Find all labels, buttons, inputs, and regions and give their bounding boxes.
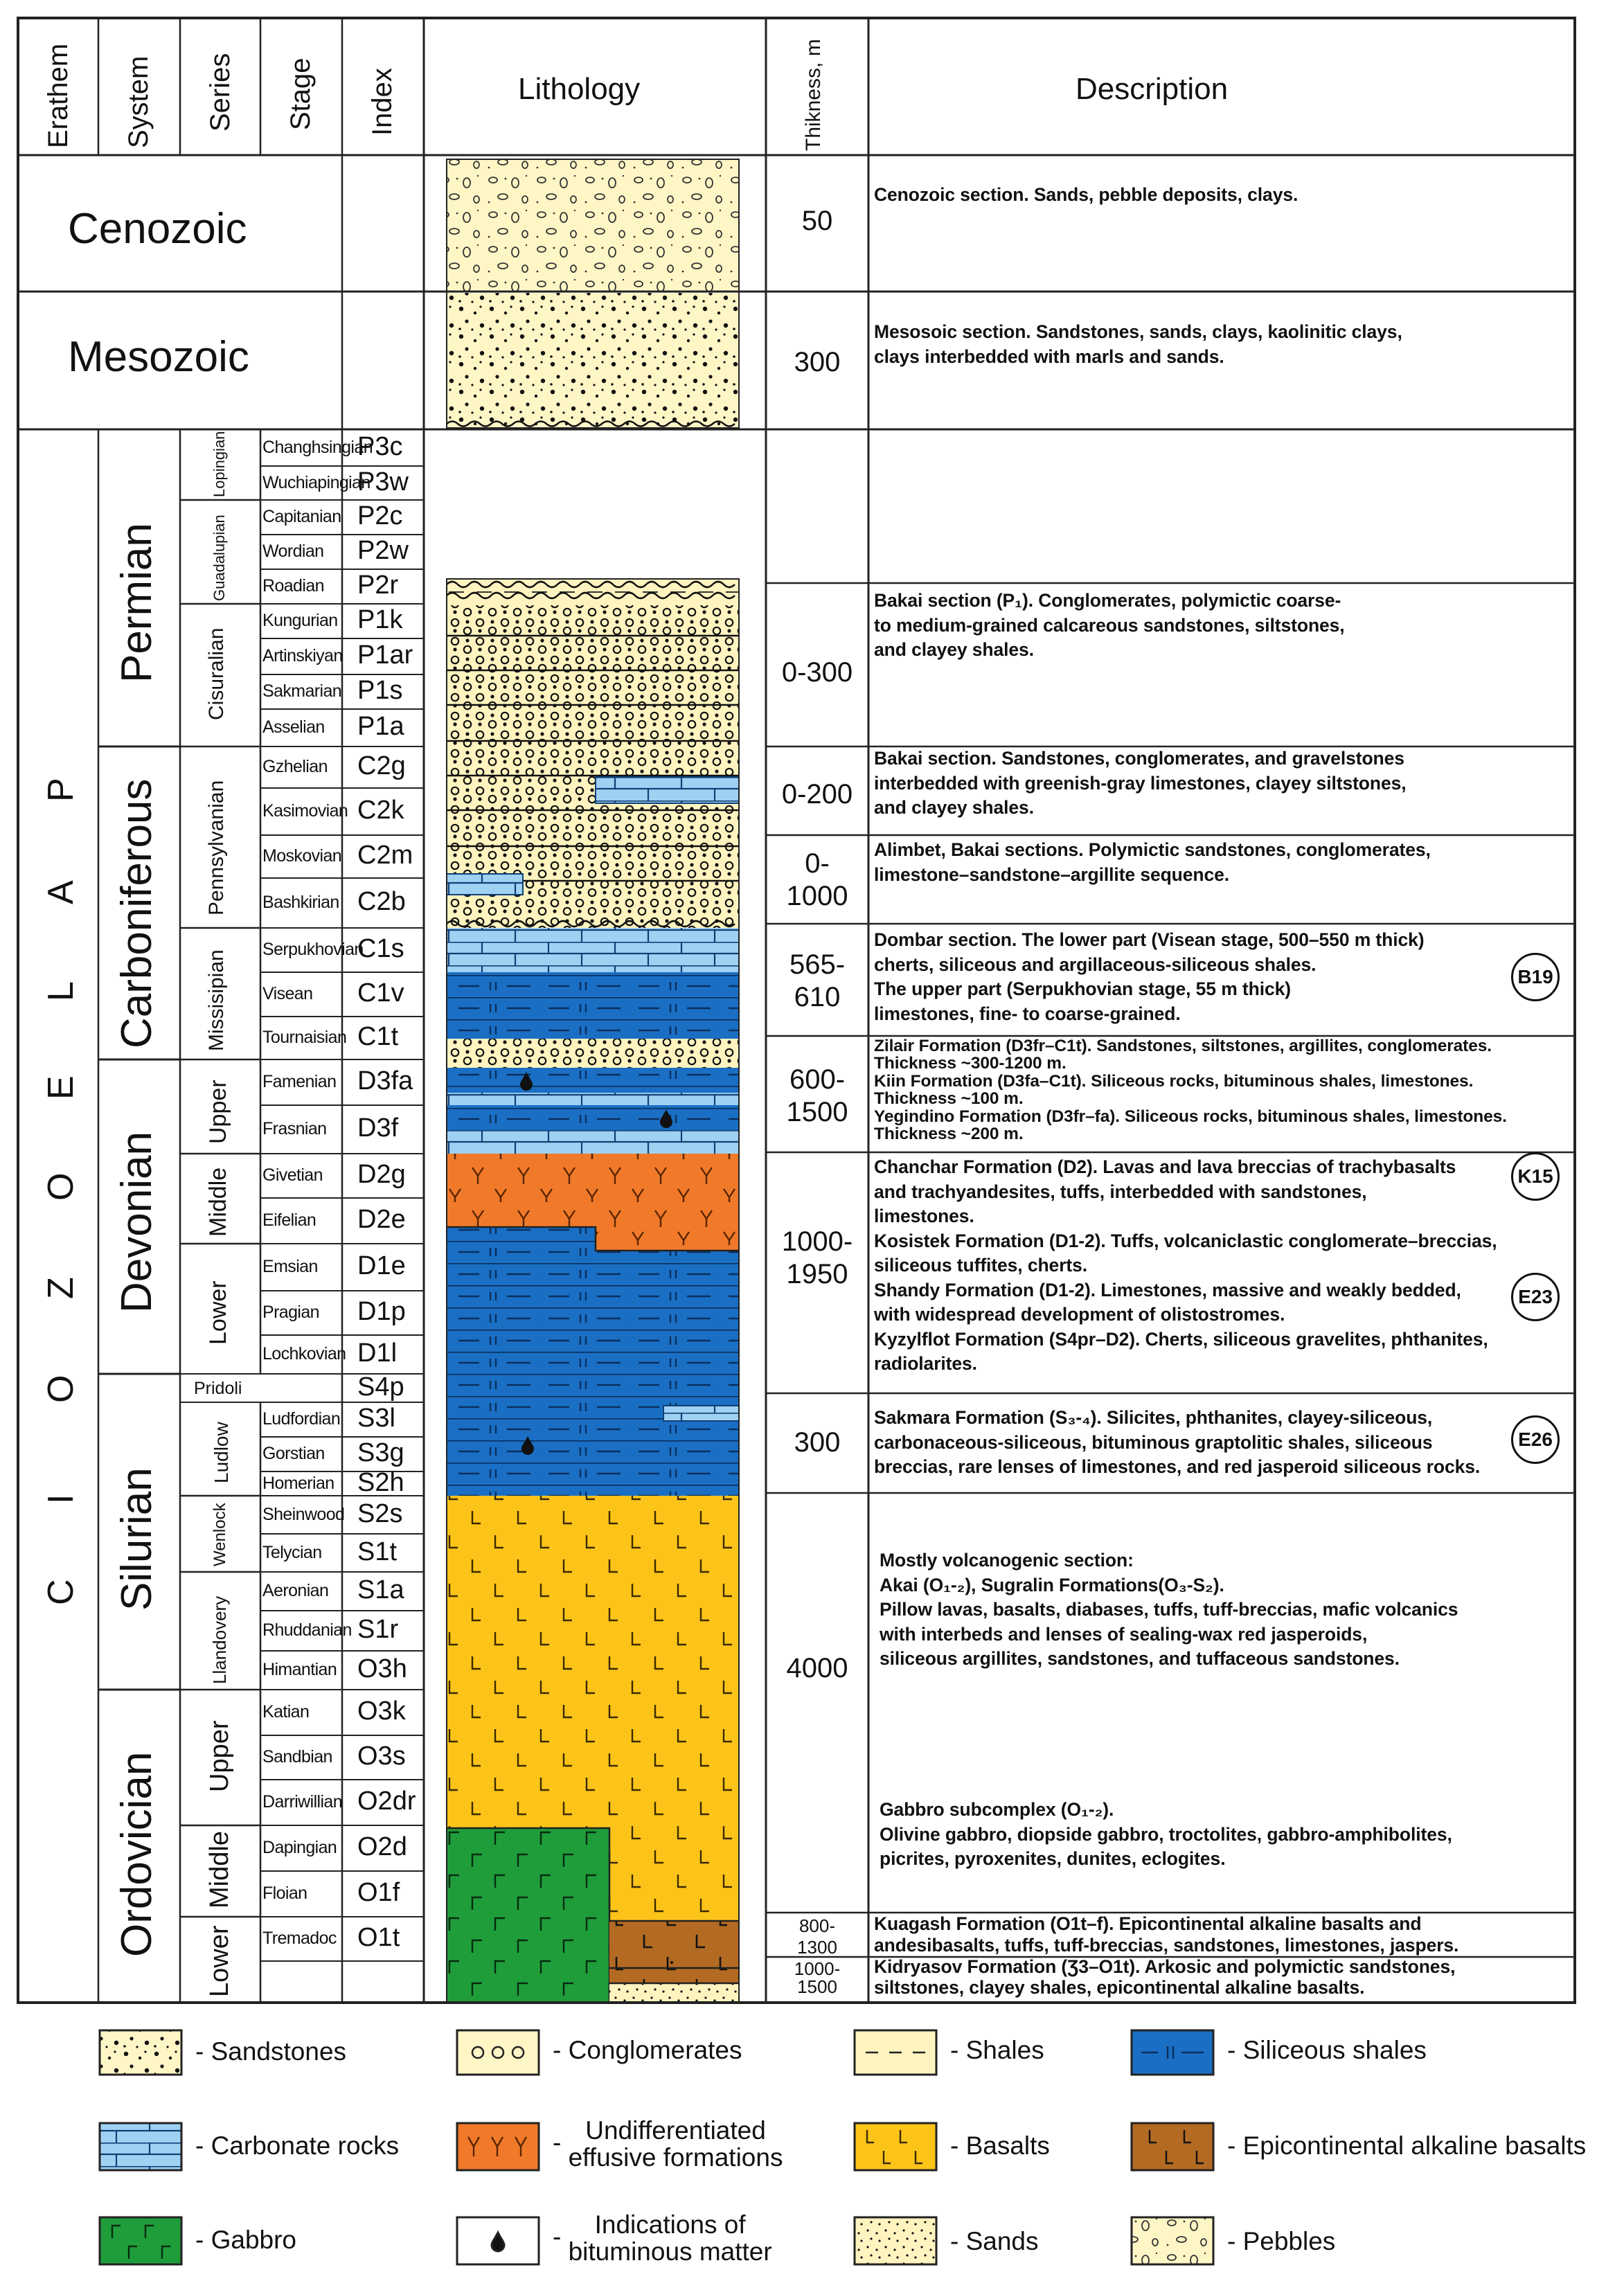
stage-name: Artinskiyan — [262, 646, 343, 665]
description-line: interbedded with greenish-gray limestones, clayey siltstones, — [874, 772, 1407, 794]
series-ordovician-middle: Middle — [205, 1831, 234, 1908]
stage-name: Roadian — [262, 576, 324, 596]
thickness-bakai-c: 0-200 — [781, 779, 853, 809]
stage-index: C2b — [357, 887, 406, 916]
series-lopingian: Lopingian — [211, 431, 228, 497]
stage-index: S2s — [357, 1499, 403, 1528]
description-line: limestones, fine- to coarse-grained. — [874, 1003, 1181, 1024]
description-line: cherts, siliceous and argillaceous-siliceous shales. — [874, 954, 1317, 975]
stage-name: Dapingian — [262, 1838, 337, 1857]
stage-name: Frasnian — [262, 1119, 327, 1138]
stage-name: Eifelian — [262, 1210, 316, 1230]
gabbro-body — [447, 1828, 609, 2003]
description-line: to medium-grained calcareous sandstones, siltstones, — [874, 614, 1345, 636]
description-line: Kidryasov Formation (Ʒ3–O1t). Arkosic and polymictic sandstones, — [874, 1956, 1456, 1977]
description-sakmara — [874, 1406, 1480, 1480]
header-lithology: Lithology — [518, 72, 641, 106]
description-line: Kiin Formation (D3fa–C1t). Siliceous rocks, bituminous shales, limestones. — [874, 1071, 1474, 1091]
badge-k15: K15 — [1511, 1152, 1560, 1201]
description-volcanogenic — [880, 1548, 1458, 1672]
legend-alkaline-basalts: - Epicontinental alkaline basalts — [1227, 2131, 1587, 2160]
stage-index: S4p — [357, 1372, 404, 1402]
description-line: Bakai section (P₁). Conglomerates, polymictic coarse- — [874, 590, 1341, 611]
description-line: siliceous tuffites, cherts. — [874, 1255, 1088, 1276]
stage-index: S1a — [357, 1575, 404, 1604]
stage-index: S2h — [357, 1467, 404, 1497]
stage-name: Tremadoc — [262, 1929, 337, 1948]
series-ludlow: Ludlow — [211, 1422, 232, 1483]
series-pennsylvanian: Pennsylvanian — [205, 780, 228, 915]
stage-index: P2r — [357, 571, 399, 600]
stage-name: Bashkirian — [262, 893, 339, 912]
legend-swatch-sandstones — [100, 2030, 181, 2075]
legend-pebbles: - Pebbles — [1227, 2227, 1336, 2255]
stage-index: P1a — [357, 712, 404, 741]
stage-name: Aeronian — [262, 1581, 329, 1600]
series-mississipian: Missisipian — [205, 949, 228, 1051]
paleozoic-letter: I — [41, 1494, 81, 1504]
description-line: and trachyandesites, tuffs, interbedded with sandstones, — [874, 1181, 1367, 1202]
stage-name: Famenian — [262, 1072, 337, 1091]
header-system: System — [123, 55, 154, 148]
legend-swatch-pebbles — [1132, 2217, 1213, 2264]
description-line: Thickness ~200 m. — [874, 1125, 1024, 1144]
description-line: Yegindino Formation (D3fr–fa). Siliceous rocks, bituminous shales, limestones. — [874, 1107, 1507, 1126]
legend-swatch-conglomerates — [457, 2030, 539, 2075]
tremadoc-alkaline-basalts — [609, 1968, 739, 1983]
stage-index: D3f — [357, 1113, 399, 1143]
series-ordovician-upper: Upper — [205, 1720, 234, 1792]
description-dombar — [874, 928, 1425, 1026]
stage-index: C1t — [357, 1022, 399, 1051]
series-ordovician-lower: Lower — [205, 1925, 234, 1997]
famenian-siliceous — [447, 1068, 739, 1093]
stage-name: Pragian — [262, 1303, 319, 1322]
header-stage: Stage — [285, 57, 316, 130]
series-devonian-middle: Middle — [205, 1167, 231, 1237]
description-line: Cenozoic section. Sands, pebble deposits, clays. — [874, 184, 1299, 205]
silurian-siliceous-shales — [447, 1374, 739, 1496]
stage-index: P1k — [357, 605, 403, 634]
thickness-alimbet: 0- 1000 — [786, 848, 848, 912]
stage-index: C1s — [357, 934, 404, 963]
thickness-sakmara: 300 — [794, 1427, 841, 1458]
legend-gabbro: - Gabbro — [195, 2226, 297, 2254]
stage-index: P1ar — [357, 641, 413, 670]
stage-index: P3c — [357, 431, 403, 461]
description-line: carbonaceous-siliceous, bituminous graptolitic shales, siliceous — [874, 1431, 1433, 1453]
paleozoic-letter: L — [41, 981, 81, 1001]
paleozoic-letter: O — [41, 1375, 81, 1403]
description-line: siliceous argillites, sandstones, and tuffaceous sandstones. — [880, 1648, 1400, 1669]
stage-index: O3h — [357, 1654, 407, 1683]
description-line: Dombar section. The lower part (Visean stage, 500–550 m thick) — [874, 929, 1425, 950]
system-devonian: Devonian — [113, 1131, 161, 1313]
stage-name: Sheinwood — [262, 1504, 345, 1524]
paleozoic-letter: O — [41, 1172, 81, 1201]
paleozoic-letter: A — [41, 880, 81, 904]
description-line: Gabbro subcomplex (O₁-₂). — [880, 1799, 1114, 1820]
stage-name: Floian — [262, 1884, 307, 1903]
paleozoic-letter: E — [41, 1075, 81, 1100]
stage-name: Rhuddanian — [262, 1620, 352, 1640]
description-line: Kosistek Formation (D1-2). Tuffs, volcaniclastic conglomerate–breccias, — [874, 1230, 1497, 1251]
legend-swatch-sands — [855, 2217, 936, 2264]
description-line: limestones. — [874, 1206, 974, 1226]
system-ordovician: Ordovician — [113, 1751, 161, 1957]
paleozoic-letter: Z — [41, 1277, 81, 1299]
thickness-volcanogenic: 4000 — [786, 1653, 848, 1683]
description-bakai-p1 — [874, 589, 1345, 663]
stage-name: Tournaisian — [262, 1028, 347, 1047]
stage-index: D3fa — [357, 1066, 413, 1095]
series-cisuralian: Cisuralian — [205, 627, 228, 720]
stage-index: C2m — [357, 841, 413, 870]
stage-name: Asselian — [262, 717, 325, 737]
stage-index: C1v — [357, 978, 404, 1008]
erathem-mesozoic: Mesozoic — [68, 333, 249, 381]
cenozoic-pebbles — [447, 159, 739, 292]
stage-name: Darriwillian — [262, 1792, 343, 1812]
description-cenozoic — [874, 183, 1298, 208]
stage-index: S3g — [357, 1438, 404, 1467]
description-line: andesibasalts, tuffs, tuff-breccias, sandstones, limestones, jaspers. — [874, 1935, 1459, 1956]
stage-name: Visean — [262, 984, 313, 1003]
description-line: Bakai section. Sandstones, conglomerates, and gravelstones — [874, 748, 1404, 769]
legend-bituminous: - Indications of bituminous matter — [553, 2210, 772, 2266]
stage-index: O1f — [357, 1878, 400, 1907]
stage-name: Wordian — [262, 542, 324, 561]
stage-name: Lochkovian — [262, 1344, 346, 1363]
kasimovian-limestone-lens — [596, 777, 739, 803]
stage-name: Gorstian — [262, 1444, 325, 1463]
description-line: radiolarites. — [874, 1353, 977, 1374]
description-line: Sakmara Formation (S₃-₄). Silicites, phthanites, clayey-siliceous, — [874, 1407, 1433, 1428]
thickness-kuagash: 800- 1300 — [797, 1915, 837, 1958]
legend-shales: - Shales — [950, 2036, 1044, 2064]
stage-index: S1r — [357, 1615, 399, 1644]
description-line: limestone–sandstone–argillite sequence. — [874, 864, 1230, 885]
description-zilair — [874, 1037, 1507, 1143]
stage-name: Sandbian — [262, 1747, 332, 1766]
frasnian-siliceous — [447, 1105, 739, 1130]
description-line: with interbeds and lenses of sealing-wax red jasperoids, — [880, 1623, 1368, 1645]
description-line: siltstones, clayey shales, epicontinental alkaline basalts. — [874, 1976, 1365, 1998]
legend-swatch-carbonate — [100, 2123, 181, 2170]
stage-index: S1t — [357, 1537, 398, 1566]
stage-index: P2w — [357, 536, 409, 565]
stage-name: Moskovian — [262, 846, 342, 866]
description-line: Thickness ~300-1200 m. — [874, 1054, 1067, 1073]
stage-index: C2k — [357, 796, 404, 825]
thickness-mesozoic: 300 — [794, 347, 841, 377]
description-line: Akai (O₁-₂), Sugralin Formations(O₃-S₂). — [880, 1574, 1224, 1595]
description-line: Pillow lavas, basalts, diabases, tuffs, tuff-breccias, mafic volcanics — [880, 1599, 1458, 1620]
stage-name: Telycian — [262, 1542, 322, 1562]
bashkirian-limestone-lens — [447, 874, 523, 895]
stage-index: O2dr — [357, 1787, 416, 1816]
erathem-cenozoic: Cenozoic — [68, 205, 247, 253]
stage-index: O3s — [357, 1742, 406, 1771]
legend-effusive: - Undifferentiated effusive formations — [553, 2116, 783, 2172]
stage-name: Givetian — [262, 1165, 323, 1185]
stage-name: Kungurian — [262, 611, 338, 630]
legend-carbonate-rocks: - Carbonate rocks — [195, 2131, 400, 2160]
famenian-carbonate — [447, 1093, 739, 1105]
description-line: Olivine gabbro, diopside gabbro, troctolites, gabbro-amphibolites, — [880, 1823, 1452, 1845]
legend-sandstones: - Sandstones — [195, 2037, 347, 2066]
description-line: Mesosoic section. Sandstones, sands, clays, kaolinitic clays, — [874, 321, 1402, 342]
description-line: Shandy Formation (D1-2). Limestones, massive and weakly bedded, — [874, 1279, 1461, 1300]
legend-conglomerates: - Conglomerates — [553, 2036, 742, 2064]
description-line: Kuagash Formation (O1t–f). Epicontinental alkaline basalts and — [874, 1913, 1422, 1934]
series-devonian-upper: Upper — [205, 1080, 231, 1144]
description-line: Mostly volcanogenic section: — [880, 1550, 1134, 1571]
stage-index: D1p — [357, 1297, 406, 1326]
frasnian-carbonate — [447, 1130, 739, 1154]
stage-name: Ludfordian — [262, 1409, 341, 1429]
description-bakai-c — [874, 746, 1407, 821]
badge-e26: E26 — [1511, 1415, 1560, 1464]
stage-name: Sakmarian — [262, 681, 342, 701]
stage-index: O2d — [357, 1832, 407, 1861]
stage-index: O3k — [357, 1697, 406, 1726]
stage-index: P1s — [357, 676, 403, 705]
description-chanchar — [874, 1155, 1497, 1377]
description-line: and clayey shales. — [874, 797, 1034, 818]
series-pridoli: Pridoli — [194, 1379, 242, 1398]
badge-b19: B19 — [1511, 953, 1560, 1001]
header-description: Description — [1076, 72, 1229, 106]
stage-name: Himantian — [262, 1660, 337, 1679]
system-silurian: Silurian — [113, 1467, 161, 1611]
paleozoic-letter: C — [41, 1579, 81, 1605]
description-line: clays interbedded with marls and sands. — [874, 346, 1224, 367]
system-carboniferous: Carboniferous — [113, 778, 161, 1048]
description-gabbro — [880, 1798, 1452, 1872]
description-line: and clayey shales. — [874, 639, 1034, 660]
thickness-cenozoic: 50 — [801, 206, 833, 236]
thickness-kidryasov: 1000- 1500 — [794, 1958, 841, 1997]
paleozoic-letter: P — [41, 778, 81, 802]
floian-alkaline-basalts — [609, 1921, 739, 1968]
pridoli-carbonate-lens — [663, 1406, 739, 1421]
legend-swatch-gabbro — [100, 2217, 181, 2264]
thickness-dombar: 565- 610 — [789, 949, 846, 1013]
mesozoic-sands — [447, 293, 739, 428]
description-line: breccias, rare lenses of limestones, and red jasperoid siliceous rocks. — [874, 1456, 1481, 1477]
stage-name: Serpukhovian — [262, 940, 364, 959]
series-guadalupian: Guadalupian — [211, 515, 228, 601]
stage-index: D2g — [357, 1160, 406, 1189]
description-kidryasov — [874, 1957, 1455, 1998]
lithology-column — [447, 159, 739, 2003]
series-devonian-lower: Lower — [205, 1280, 231, 1345]
stage-name: Emsian — [262, 1257, 318, 1276]
description-line: Kyzylflot Formation (S4pr–D2). Cherts, siliceous gravelites, phthanites, — [874, 1328, 1488, 1350]
description-alimbet — [874, 838, 1431, 887]
description-line: Chanchar Formation (D2). Lavas and lava breccias of trachybasalts — [874, 1156, 1456, 1177]
description-line: with widespread development of olistostromes. — [874, 1304, 1285, 1325]
stage-name: Kasimovian — [262, 801, 348, 821]
stage-name: Wuchiapingian — [262, 472, 371, 492]
stage-name: Capitanian — [262, 507, 341, 526]
stage-index: D1l — [357, 1339, 398, 1368]
tournaisian-conglomerates — [447, 1039, 739, 1068]
stage-index: S3l — [357, 1404, 395, 1433]
stage-name: Homerian — [262, 1473, 334, 1493]
badge-e23: E23 — [1511, 1273, 1560, 1321]
stage-index: D1e — [357, 1251, 406, 1280]
stage-index: O1t — [357, 1923, 400, 1952]
stage-index: C2g — [357, 751, 406, 780]
description-mesozoic — [874, 320, 1402, 369]
system-permian: Permian — [113, 523, 161, 683]
thickness-bakai-p1: 0-300 — [781, 657, 853, 688]
stage-index: D2e — [357, 1205, 406, 1234]
thickness-chanchar: 1000- 1950 — [781, 1226, 853, 1290]
series-wenlock: Wenlock — [211, 1503, 229, 1566]
header-index: Index — [367, 68, 398, 136]
serpukhovian-limestones — [447, 928, 739, 972]
stage-name: Katian — [262, 1702, 310, 1721]
legend-siliceous-shales: - Siliceous shales — [1227, 2036, 1427, 2064]
tremadoc-sands — [609, 1983, 739, 2003]
stage-name: Changhsingian — [262, 437, 373, 457]
legend-basalts: - Basalts — [950, 2131, 1050, 2160]
stage-name: Gzhelian — [262, 757, 328, 776]
description-kuagash — [874, 1913, 1458, 1957]
header-series: Series — [205, 53, 235, 132]
header-erathem: Erathem — [43, 43, 73, 148]
legend-sands: - Sands — [950, 2227, 1039, 2255]
description-line: Thickness ~100 m. — [874, 1089, 1024, 1109]
stage-index: P2c — [357, 501, 403, 530]
series-llandovery: Llandovery — [209, 1595, 230, 1684]
visean-siliceous-shales — [447, 972, 739, 1039]
stage-index: P3w — [357, 467, 409, 497]
header-thickness: Thikness, m — [802, 39, 825, 151]
description-line: picrites, pyroxenites, dunites, eclogites. — [880, 1848, 1226, 1869]
description-line: Alimbet, Bakai sections. Polymictic sandstones, conglomerates, — [874, 839, 1431, 860]
thickness-zilair: 600- 1500 — [786, 1064, 848, 1128]
description-line: Zilair Formation (D3fr–C1t). Sandstones, siltstones, argillites, conglomerates. — [874, 1037, 1492, 1055]
description-line: The upper part (Serpukhovian stage, 55 m thick) — [874, 978, 1291, 999]
